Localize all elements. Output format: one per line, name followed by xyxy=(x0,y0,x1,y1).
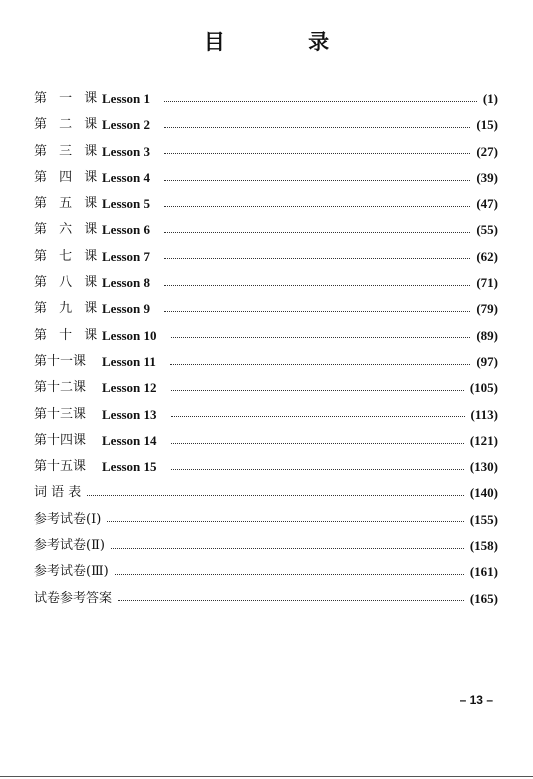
toc-entry-page: (105) xyxy=(469,380,498,396)
toc-entry-lesson: Lesson 2 xyxy=(102,117,151,133)
toc-entry-page: (130) xyxy=(469,459,498,475)
dot-leader xyxy=(170,364,471,365)
toc-entry-page: (62) xyxy=(476,248,498,264)
toc-entry-lesson: Lesson 12 xyxy=(102,380,157,396)
toc-entry-label: 第 四 课 xyxy=(34,169,102,185)
dot-leader xyxy=(164,101,477,102)
toc-entry-page: (89) xyxy=(476,327,498,343)
toc-entry-lesson: Lesson 4 xyxy=(102,169,151,185)
toc-entry-page: (15) xyxy=(476,117,498,133)
toc-entry-page: (1) xyxy=(482,91,498,106)
toc-entry-label: 词 语 表 xyxy=(34,485,82,501)
toc-entry-label: 试卷参考答案 xyxy=(34,590,113,606)
dot-leader xyxy=(164,311,470,312)
toc-entry[interactable] xyxy=(34,86,498,112)
dot-leader xyxy=(164,153,470,154)
toc-entry-label: 第十一课 xyxy=(34,353,87,369)
toc-entry[interactable] xyxy=(34,559,498,585)
toc-entry-label: 第 十 课 xyxy=(34,327,102,343)
page-title: 目 录 xyxy=(203,30,368,54)
toc-entry-page: (140) xyxy=(469,485,498,501)
toc-entry-label: 参考试卷(Ⅱ) xyxy=(34,538,105,554)
toc-entry-label: 第 一 课 xyxy=(34,91,102,106)
dot-leader xyxy=(164,206,470,207)
dot-leader xyxy=(164,180,470,181)
toc-entry-page: (79) xyxy=(476,301,498,317)
toc-entry-page: (55) xyxy=(476,222,498,238)
dot-leader xyxy=(164,258,470,259)
toc-entry-lesson: Lesson 1 xyxy=(102,91,151,106)
dot-leader xyxy=(115,574,464,575)
dot-leader xyxy=(164,127,470,128)
dot-leader xyxy=(171,469,464,470)
toc-entry[interactable] xyxy=(34,217,498,243)
toc-entry-label: 第 二 课 xyxy=(34,117,102,133)
toc-entry[interactable] xyxy=(34,244,498,270)
toc-entry-lesson: Lesson 15 xyxy=(102,459,157,475)
toc-entry-page: (71) xyxy=(476,275,498,291)
toc-entry-label: 第 九 课 xyxy=(34,301,102,317)
toc-entry-label: 参考试卷(Ⅰ) xyxy=(34,511,102,527)
toc-entry[interactable] xyxy=(34,270,498,296)
dot-leader xyxy=(171,443,464,444)
toc-entry-page: (39) xyxy=(476,169,498,185)
toc-entry-label: 第 七 课 xyxy=(34,248,102,264)
toc-entry[interactable] xyxy=(34,428,498,454)
toc-entry-lesson: Lesson 7 xyxy=(102,248,151,264)
toc-entry-label: 第十三课 xyxy=(34,406,87,422)
toc-entry[interactable] xyxy=(34,112,498,138)
toc-entry-label: 参考试卷(Ⅲ) xyxy=(34,564,109,580)
dot-leader xyxy=(171,390,464,391)
toc-entry[interactable] xyxy=(34,296,498,322)
toc-entry-lesson: Lesson 13 xyxy=(102,406,157,422)
dot-leader xyxy=(107,521,464,522)
toc-entry-label: 第十四课 xyxy=(34,432,87,448)
toc-entry-page: (113) xyxy=(470,406,498,422)
dot-leader xyxy=(171,416,465,417)
bottom-rule xyxy=(0,776,533,777)
toc-entry-lesson: Lesson 10 xyxy=(102,327,157,343)
toc-entry[interactable] xyxy=(34,375,498,401)
toc-entry[interactable] xyxy=(34,533,498,559)
dot-leader xyxy=(118,600,464,601)
table-of-contents xyxy=(34,86,498,612)
toc-entry-label: 第十五课 xyxy=(34,459,87,475)
dot-leader xyxy=(164,285,470,286)
toc-entry-lesson: Lesson 8 xyxy=(102,275,151,291)
toc-entry-page: (47) xyxy=(476,196,498,212)
toc-entry-page: (165) xyxy=(469,590,498,606)
toc-entry-page: (155) xyxy=(469,511,498,527)
page-number: – 13 – xyxy=(459,693,493,707)
toc-entry[interactable] xyxy=(34,480,498,506)
toc-entry[interactable] xyxy=(34,507,498,533)
toc-entry[interactable] xyxy=(34,586,498,612)
toc-entry-label: 第 五 课 xyxy=(34,196,102,212)
toc-entry[interactable] xyxy=(34,402,498,428)
toc-entry-page: (158) xyxy=(469,538,498,554)
toc-entry[interactable] xyxy=(34,349,498,375)
toc-entry-label: 第 八 课 xyxy=(34,275,102,291)
toc-entry[interactable] xyxy=(34,165,498,191)
toc-entry-page: (121) xyxy=(469,432,498,448)
dot-leader xyxy=(171,337,471,338)
toc-entry-lesson: Lesson 14 xyxy=(102,432,157,448)
toc-entry[interactable] xyxy=(34,191,498,217)
toc-entry-lesson: Lesson 6 xyxy=(102,222,151,238)
toc-entry[interactable] xyxy=(34,139,498,165)
toc-entry[interactable] xyxy=(34,323,498,349)
dot-leader xyxy=(111,548,464,549)
dot-leader xyxy=(164,232,470,233)
toc-entry-label: 第十二课 xyxy=(34,380,87,396)
toc-entry-label: 第 六 课 xyxy=(34,222,102,238)
toc-entry-page: (97) xyxy=(476,353,498,369)
toc-entry-label: 第 三 课 xyxy=(34,143,102,159)
toc-entry-lesson: Lesson 5 xyxy=(102,196,151,212)
toc-entry-page: (27) xyxy=(476,143,498,159)
toc-entry-lesson: Lesson 11 xyxy=(102,353,156,369)
toc-entry[interactable] xyxy=(34,454,498,480)
toc-entry-lesson: Lesson 3 xyxy=(102,143,151,159)
toc-entry-page: (161) xyxy=(469,564,498,580)
toc-entry-lesson: Lesson 9 xyxy=(102,301,151,317)
dot-leader xyxy=(87,495,464,496)
